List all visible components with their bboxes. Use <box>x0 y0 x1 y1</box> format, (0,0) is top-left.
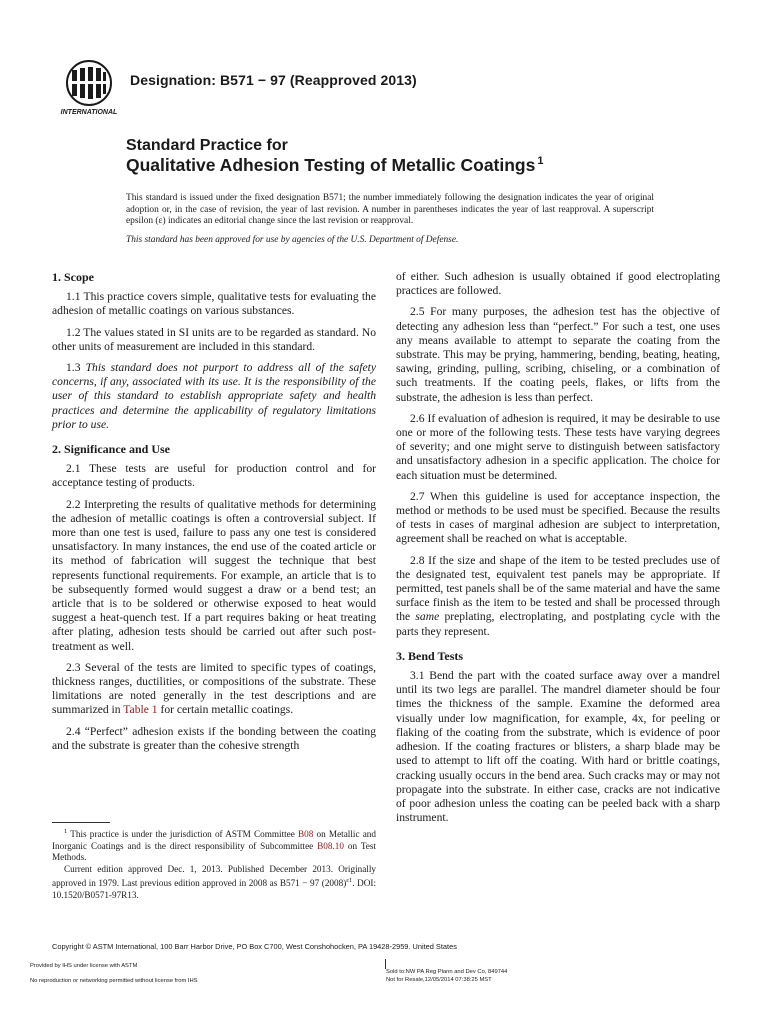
footnote-1-mark: 1 <box>64 828 68 835</box>
copyright-line: Copyright © ASTM International, 100 Barr Harbor Drive, PO Box C700, West Conshohocken, PA 19428-2959. United States <box>52 942 457 951</box>
paragraph-2-1: 2.1 These tests are useful for production control and for acceptance testing of products. <box>52 462 376 490</box>
paragraph-2-8-text-a: 2.8 If the size and shape of the item to be tested precludes use of the designated test, equivalent test panels may be appropriate. If permitted, test panels shall be of the same material and have the same surface finish as the item to be tested and shall be processed through the <box>396 553 720 624</box>
footnote-edition <box>52 864 376 902</box>
paragraph-2-2: 2.2 Interpreting the results of qualitative methods for determining the adhesion of metallic coatings is often a controversial subject. If more than one test is used, failure to pass any one test is considered unsatisfactory. In many instances, the end use of the coated article or its method of fabrication will suggest the technique that best represents functional requirements. For example, an article that is to be subsequently formed would suggest a draw or a bend test; an article that is to be soldered or otherwise exposed to heat would suggest a heat-quench test. If a part requires baking or heat treating after plating, adhesion tests should be carried out after such post-treatment as well. <box>52 497 376 653</box>
paragraph-2-3-text-b: for certain metallic coatings. <box>157 703 294 717</box>
section-heading-significance: 2. Significance and Use <box>52 442 171 457</box>
committee-b08-link[interactable]: B08 <box>298 829 314 840</box>
footnote-1-text-b: on Metallic and Inorganic Coatings and is the direct responsibility of Subcommittee <box>52 829 376 851</box>
paragraph-1-2: 1.2 The values stated in SI units are to be regarded as standard. No other units of measurement are included in this standard. <box>52 325 376 353</box>
sold-to-note: Sold to:NW PA Reg Plann and Dev Co, 849744 <box>386 969 508 975</box>
right-column <box>396 270 720 832</box>
footnote-divider <box>52 822 110 823</box>
paragraph-2-6: 2.6 If evaluation of adhesion is required, it may be desirable to use one or more of the following tests. These tests have varying degrees of severity; and one might serve to distinguish between satisfactory and unsatisfactory adhesion in a specific application. The choice for each situation must be determined. <box>396 411 720 482</box>
paragraph-2-5: 2.5 For many purposes, the adhesion test has the objective of detecting any adhesion less than “perfect.” For such a test, one uses any means available to attempt to separate the coating from the substrate. This may be prying, hammering, bending, beating, heating, sawing, grinding, pulling, scribing, chiseling, or a combination of such treatments. If the coating peels, flakes, or lifts from the substrate, the adhesion is less than perfect. <box>396 305 720 404</box>
section-heading-scope: 1. Scope <box>52 270 94 284</box>
paragraph-1-3-number: 1.3 <box>66 361 86 375</box>
provided-by-note: Provided by IHS under license with ASTM <box>30 963 138 969</box>
paragraph-2-3 <box>52 661 376 718</box>
footnote-1-text-c: on Test Methods. <box>52 840 376 863</box>
dod-note: This standard has been approved for use by agencies of the U.S. Department of Defense. <box>126 235 459 245</box>
paragraph-2-3-text-a: 2.3 Several of the tests are limited to specific types of coatings, thickness ranges, ductilities, or compositions of the substrate. These limitations are noted generally in the test descriptions and are summarized in <box>52 660 376 717</box>
paragraph-2-8-italic: same <box>415 610 440 624</box>
title-text: Qualitative Adhesion Testing of Metallic Coatings <box>126 155 536 175</box>
paragraph-2-7: 2.7 When this guideline is used for acceptance inspection, the method or methods to be used must be specified. Because the results of tests in cases of marginal adhesion are subject to interpretation, agreement shall be reached on what is acceptable. <box>396 489 720 546</box>
paragraph-1-1: 1.1 This practice covers simple, qualitative tests for evaluating the adhesion of metallic coatings on various substances. <box>52 290 376 318</box>
paragraph-3-1: 3.1 Bend the part with the coated surface away over a mandrel until its two legs are parallel. The mandrel diameter should be four times the thickness of the sample. Examine the deformed area visually under low magnification, for example, 4x, for peeling or flaking of the coating from the substrate, which is evidence of poor adhesion. If the coating fractures or blisters, a sharp blade may be used to attempt to lift off the coating. With hard or brittle coatings, cracking usually occurs in the bend area. Such cracks may or may not propagate into the substrate. In either case, cracks are not indicative of poor adhesion unless the coating can be peeled back with a sharp instrument. <box>396 669 720 825</box>
paragraph-2-4: 2.4 “Perfect” adhesion exists if the bonding between the coating and the substrate is greater than the cohesive strength <box>52 724 376 752</box>
footnote-1-text-a: This practice is under the jurisdiction of ASTM Committee <box>67 829 299 840</box>
epsilon-mark: ε1 <box>346 877 353 885</box>
footnote-1 <box>52 826 376 864</box>
title-footnote-mark: 1 <box>537 155 544 167</box>
paragraph-2-8-text-b: preplating, electroplating, and postplating cycle with the parts they represent. <box>396 610 721 638</box>
footnotes <box>52 826 376 902</box>
paragraph-1-3-text: This standard does not purport to address all of the safety concerns, if any, associated with its use. It is the responsibility of the user of this standard to establish appropriate safety and health practices and determine the applicability of regulatory limitations prior to use. <box>52 361 376 431</box>
paragraph-2-8 <box>396 554 720 639</box>
footnote-edition-text-a: Current edition approved Dec. 1, 2013. Published December 2013. Originally approved in 1979. Last previous edition approved in 2008 as B571 − 97 (2008) <box>52 863 376 889</box>
table-1-link[interactable]: Table 1 <box>123 703 158 717</box>
astm-logo-icon <box>58 56 120 118</box>
section-heading-bend-tests: 3. Bend Tests <box>396 648 464 663</box>
standard-practice-label: Standard Practice for <box>126 137 288 154</box>
footnote-edition-text-b: . DOI: 10.1520/B0571-97R13. <box>52 878 376 901</box>
license-divider <box>385 959 386 969</box>
no-reproduction-note: No reproduction or networking permitted without license from IHS <box>30 978 198 984</box>
paragraph-1-3 <box>52 361 376 432</box>
svg-text:INTERNATIONAL: INTERNATIONAL <box>60 109 118 116</box>
left-column <box>52 270 376 760</box>
issue-note: This standard is issued under the fixed designation B571; the number immediately following the designation indicates the year of original adoption or, in the case of revision, the year of last revision. A number in parentheses indicates the year of last reapproval. A superscript epsilon (ε) indicates an editorial change since the last revision or reapproval. <box>126 193 654 227</box>
paragraph-2-4-continued: of either. Such adhesion is usually obtained if good electroplating practices are followed. <box>396 270 720 298</box>
not-for-resale-note: Not for Resale,12/05/2014 07:38:25 MST <box>386 977 492 983</box>
designation-line: Designation: B571 − 97 (Reapproved 2013) <box>130 72 417 88</box>
subcommittee-b08-10-link[interactable]: B08.10 <box>317 840 344 851</box>
standard-title <box>126 155 543 176</box>
